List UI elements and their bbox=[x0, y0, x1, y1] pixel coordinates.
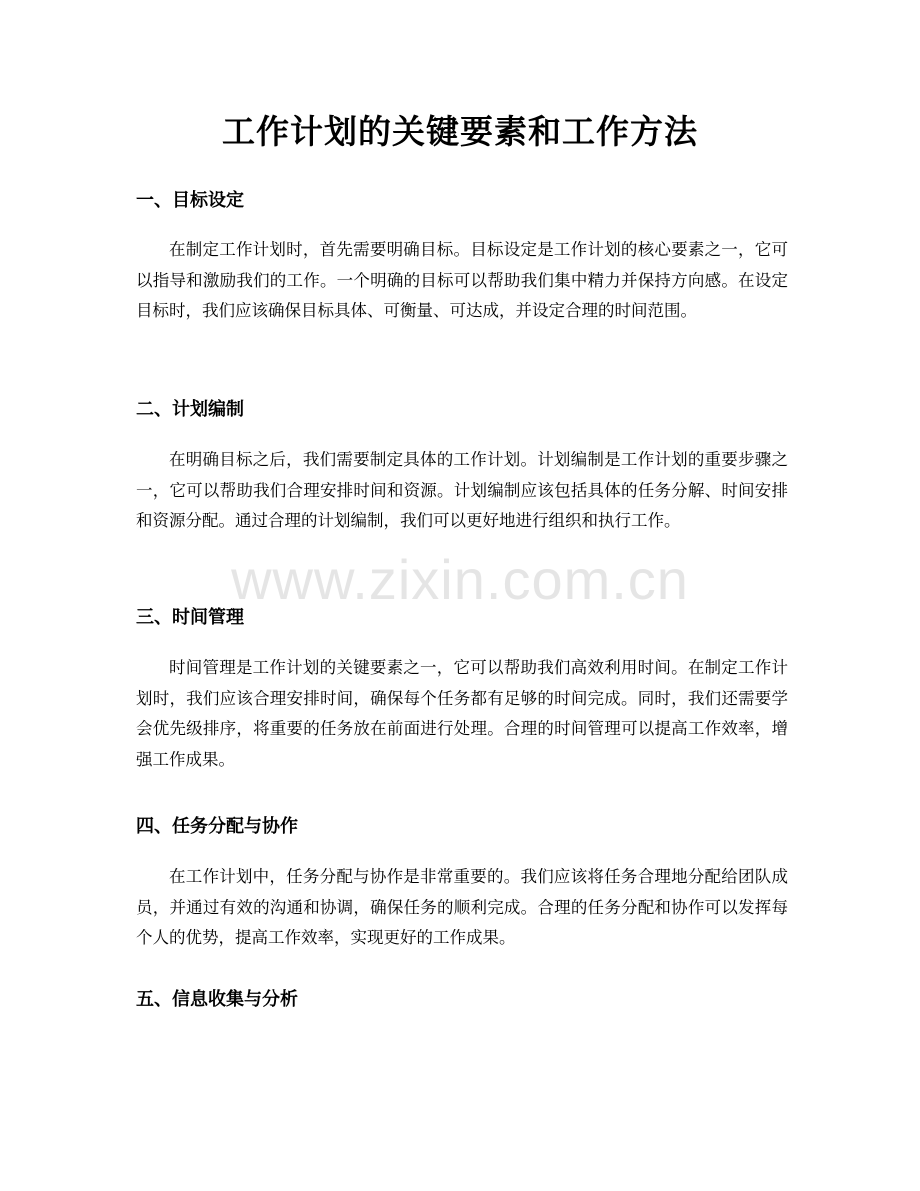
section-heading-goal-setting: 一、目标设定 bbox=[136, 190, 244, 211]
section-paragraph-goal-setting: 在制定工作计划时，首先需要明确目标。目标设定是工作计划的核心要素之一，它可以指导和激励我们的工作。一个明确的目标可以帮助我们集中精力并保持方向感。在设定目标时，我们应该确保目标具体、可衡量、可达成，并设定合理的时间范围。 bbox=[136, 240, 788, 320]
section-heading-time-management: 三、时间管理 bbox=[136, 607, 244, 628]
section-heading-info-collection: 五、信息收集与分析 bbox=[136, 989, 298, 1010]
site-watermark: www.zixin.com.cn bbox=[231, 548, 689, 611]
section-paragraph-task-allocation: 在工作计划中，任务分配与协作是非常重要的。我们应该将任务合理地分配给团队成员，并通过有效的沟通和协调，确保任务的顺利完成。合理的任务分配和协作可以发挥每个人的优势，提高工作效率，实现更好的工作成果。 bbox=[136, 867, 788, 947]
section-heading-plan-drafting: 二、计划编制 bbox=[136, 399, 244, 420]
section-paragraph-plan-drafting: 在明确目标之后，我们需要制定具体的工作计划。计划编制是工作计划的重要步骤之一，它可以帮助我们合理安排时间和资源。计划编制应该包括具体的任务分解、时间安排和资源分配。通过合理的计划编制，我们可以更好地进行组织和执行工作。 bbox=[136, 450, 788, 530]
section-paragraph-time-management: 时间管理是工作计划的关键要素之一，它可以帮助我们高效利用时间。在制定工作计划时，我们应该合理安排时间，确保每个任务都有足够的时间完成。同时，我们还需要学会优先级排序，将重要的任务放在前面进行处理。合理的时间管理可以提高工作效率，增强工作成果。 bbox=[136, 658, 788, 769]
page-title: 工作计划的关键要素和工作方法 bbox=[222, 112, 698, 151]
section-heading-task-allocation: 四、任务分配与协作 bbox=[136, 816, 298, 837]
